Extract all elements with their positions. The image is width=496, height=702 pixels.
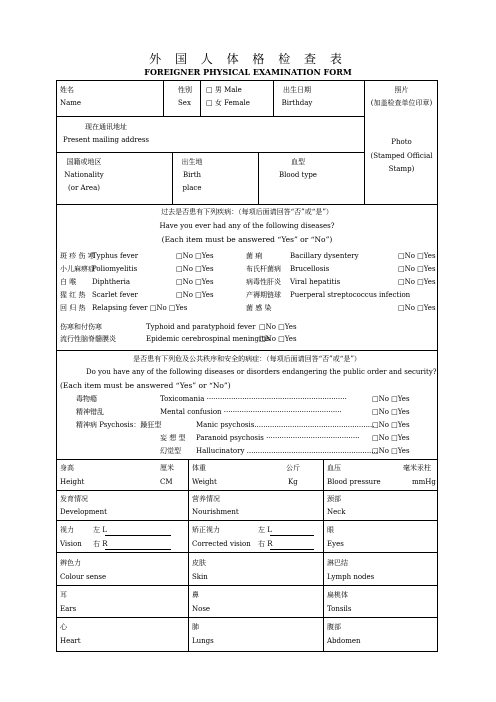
lymph-nodes-label-cn: 淋巴结 <box>327 559 348 567</box>
mental-confusion-label-cn: 精神错乱 <box>76 408 104 416</box>
corrected-left-label: 左 L <box>258 526 272 534</box>
blood-pressure-label-en: Blood pressure <box>327 478 381 486</box>
right-disease-answer[interactable]: □No □Yes <box>398 278 436 286</box>
history-question-en: Have you ever had any of the following diseases? <box>159 222 335 230</box>
vision-left-field[interactable] <box>105 535 171 536</box>
hallucinatory-answer[interactable]: □No □Yes <box>372 447 410 455</box>
toxicomania-answer[interactable]: □No □Yes <box>372 395 410 403</box>
right-disease-en: Brucellosis <box>290 265 330 273</box>
typhoid-label-cn: 伤寒和付伤寒 <box>60 323 102 331</box>
development-label-en: Development <box>60 508 107 516</box>
toxicomania-label-cn: 毒物瘾 <box>76 395 97 403</box>
address-label-cn: 现在通讯地址 <box>85 123 127 131</box>
male-checkbox[interactable]: □ 男 Male <box>206 86 242 94</box>
photo-stamp-cn: (加盖检查单位印章) <box>370 99 433 107</box>
name-label-cn: 姓名 <box>60 86 74 94</box>
colour-sense-label-cn: 辨色力 <box>60 559 81 567</box>
nourishment-label-en: Nourishment <box>192 508 239 516</box>
history-question-cn: 过去是否患有下列疾病：（每项后面请回答“否”或“是”） <box>161 208 333 216</box>
skin-label-en: Skin <box>192 573 208 581</box>
right-disease-cn: 病毒性肝炎 <box>246 278 281 286</box>
mental-confusion-label-en: Mental confusion ····················································· <box>160 408 342 416</box>
typhoid-answer[interactable]: □No □Yes <box>259 323 297 331</box>
photo-stamp-en2: Stamp) <box>388 165 415 173</box>
order-question-cn: 是否患有下列危及公共秩序和安全的病症：（每项后面请回答“否”或“是”） <box>133 355 361 363</box>
lungs-label-cn: 肺 <box>192 623 199 631</box>
birthday-label-cn: 出生日期 <box>283 86 311 94</box>
left-disease-answer[interactable]: □No □Yes <box>176 252 214 260</box>
right-disease-en: Viral hepatitis <box>290 278 341 286</box>
weight-label-en: Weight <box>192 478 217 486</box>
right-disease-cn: 菌 感 染 <box>246 304 272 312</box>
right-disease-cn: 布氏杆菌病 <box>246 265 281 273</box>
nationality-label-en2: (or Area) <box>68 184 100 192</box>
blood-pressure-unit-cn: 毫米汞柱 <box>403 464 431 472</box>
manic-answer[interactable]: □No □Yes <box>372 421 410 429</box>
manic-label-cn: 精神病 Psychosis：躁狂型 <box>76 421 162 429</box>
paranoid-label-en: Paranoid psychosis ·········································· <box>196 434 360 442</box>
eyes-label-cn: 眼 <box>327 526 334 534</box>
corrected-left-field[interactable] <box>270 535 314 536</box>
blood-pressure-unit-en: mmHg <box>412 478 436 486</box>
blood-pressure-label-cn: 血压 <box>327 464 341 472</box>
neck-label-cn: 颈部 <box>327 495 341 503</box>
left-disease-cn: 猩 红 热 <box>60 291 86 299</box>
page-title-cn: 外 国 人 体 格 检 查 表 <box>149 52 347 66</box>
weight-unit-cn: 公斤 <box>286 464 300 472</box>
birthplace-label-en2: place <box>182 184 202 192</box>
birthplace-label-en: Birth <box>182 171 202 179</box>
tonsils-label-en: Tonsils <box>327 605 352 613</box>
birthday-label-en: Birthday <box>281 99 313 107</box>
history-question-en2: (Each item must be answered “Yes” or “No”) <box>161 235 333 244</box>
left-disease-en: Typhus fever <box>92 252 139 260</box>
sex-label-cn: 性别 <box>178 86 192 94</box>
left-disease-cn: 回 归 热 <box>60 304 86 312</box>
nose-label-en: Nose <box>192 605 211 613</box>
left-disease-cn: 斑 疹 伤 寒 <box>60 252 95 260</box>
address-label-en: Present mailing address <box>62 136 150 144</box>
right-disease-answer[interactable]: □No □Yes <box>398 252 436 260</box>
sex-label-en: Sex <box>178 99 191 107</box>
blood-type-label-en: Blood type <box>279 171 317 179</box>
vision-left-label: 左 L <box>93 526 107 534</box>
corrected-right-label: 右 R <box>258 540 273 548</box>
nationality-label-en: Nationality <box>64 171 104 179</box>
right-disease-cn: 产褥期链球 <box>246 291 281 299</box>
neck-label-en: Neck <box>327 508 346 516</box>
meningitis-answer[interactable]: □No □Yes <box>259 335 297 343</box>
height-unit-cn: 厘米 <box>160 464 174 472</box>
paranoid-answer[interactable]: □No □Yes <box>372 434 410 442</box>
meningitis-label-en: Epidemic cerebrospinal meningitis <box>146 335 270 343</box>
nourishment-label-cn: 营养情况 <box>192 495 220 503</box>
paranoid-label-cn: 妄 想 型 <box>160 434 186 442</box>
hallucinatory-label-cn: 幻觉型 <box>160 447 181 455</box>
order-question-en2: (Each item must be answered “Yes” or “No”) <box>60 381 231 390</box>
toxicomania-label-en: Toxicomania ······························································· <box>160 395 347 403</box>
left-disease-en: Relapsing fever □No □Yes <box>92 304 188 312</box>
left-disease-en: Scarlet fever <box>92 291 138 299</box>
left-disease-en: Diphtheria <box>92 278 131 286</box>
page-title-en: FOREIGNER PHYSICAL EXAMINATION FORM <box>144 67 352 77</box>
tonsils-label-cn: 扁桃体 <box>327 591 348 599</box>
left-disease-answer[interactable]: □No □Yes <box>176 265 214 273</box>
corrected-vision-label-en: Corrected vision <box>192 540 251 548</box>
mental-confusion-answer[interactable]: □No □Yes <box>372 408 410 416</box>
right-disease-en: Puerperal streptococcus infection <box>290 291 411 299</box>
vision-right-field[interactable] <box>105 549 171 550</box>
lungs-label-en: Lungs <box>192 637 214 645</box>
abdomen-label-cn: 腹部 <box>327 623 341 631</box>
name-label-en: Name <box>60 99 82 107</box>
left-disease-cn: 白 喉 <box>60 278 77 286</box>
heart-label-en: Heart <box>60 637 81 645</box>
photo-stamp-en: (Stamped Official <box>370 152 433 160</box>
skin-label-cn: 皮肤 <box>192 559 206 567</box>
right-disease-cn: 菌 痢 <box>246 252 263 260</box>
heart-label-cn: 心 <box>60 623 67 631</box>
left-disease-en: Poliomyelitis <box>92 265 138 273</box>
left-disease-cn: 小儿麻痹症 <box>60 265 95 273</box>
order-question-en: Do you have any of the following diseases or disorders endangering the public order and security? <box>86 368 437 376</box>
blood-type-label-cn: 血型 <box>291 158 305 166</box>
nose-label-cn: 鼻 <box>192 591 199 599</box>
eyes-label-en: Eyes <box>327 540 344 548</box>
height-label-en: Height <box>60 478 85 486</box>
photo-label-en: Photo <box>391 138 412 146</box>
typhoid-label-en: Typhoid and paratyphoid fever <box>146 323 256 331</box>
height-label-cn: 身高 <box>60 464 74 472</box>
hallucinatory-label-en: Hallucinatory ........................................................... <box>196 447 378 455</box>
vision-right-label: 右 R <box>93 540 108 548</box>
weight-label-cn: 体重 <box>192 464 206 472</box>
colour-sense-label-en: Colour sense <box>60 573 107 581</box>
corrected-right-field[interactable] <box>270 549 314 550</box>
vision-label-cn: 视力 <box>60 526 74 534</box>
photo-label-cn: 照片 <box>394 86 409 94</box>
lymph-nodes-label-en: Lymph nodes <box>327 573 375 581</box>
manic-label-en: Manic psychosis...................................................... <box>196 421 375 429</box>
right-disease-answer[interactable]: □No □Yes <box>398 304 436 312</box>
abdomen-label-en: Abdomen <box>327 637 361 645</box>
left-disease-answer[interactable]: □No □Yes <box>176 278 214 286</box>
weight-unit-en: Kg <box>288 478 298 486</box>
nationality-label-cn: 国籍或地区 <box>66 158 102 166</box>
ears-label-cn: 耳 <box>60 591 67 599</box>
right-disease-answer[interactable]: □No □Yes <box>398 265 436 273</box>
right-disease-en: Bacillary dysentery <box>290 252 359 260</box>
birthplace-label-cn: 出生地 <box>181 158 203 166</box>
meningitis-label-cn: 流行性脑脊髓膜炎 <box>60 335 116 343</box>
ears-label-en: Ears <box>60 605 77 613</box>
vision-label-en: Vision <box>60 540 82 548</box>
corrected-vision-label-cn: 矫正视力 <box>192 526 220 534</box>
left-disease-answer[interactable]: □No □Yes <box>176 291 214 299</box>
female-checkbox[interactable]: □ 女 Female <box>206 99 250 107</box>
height-unit-en: CM <box>160 478 173 486</box>
development-label-cn: 发育情况 <box>60 495 88 503</box>
